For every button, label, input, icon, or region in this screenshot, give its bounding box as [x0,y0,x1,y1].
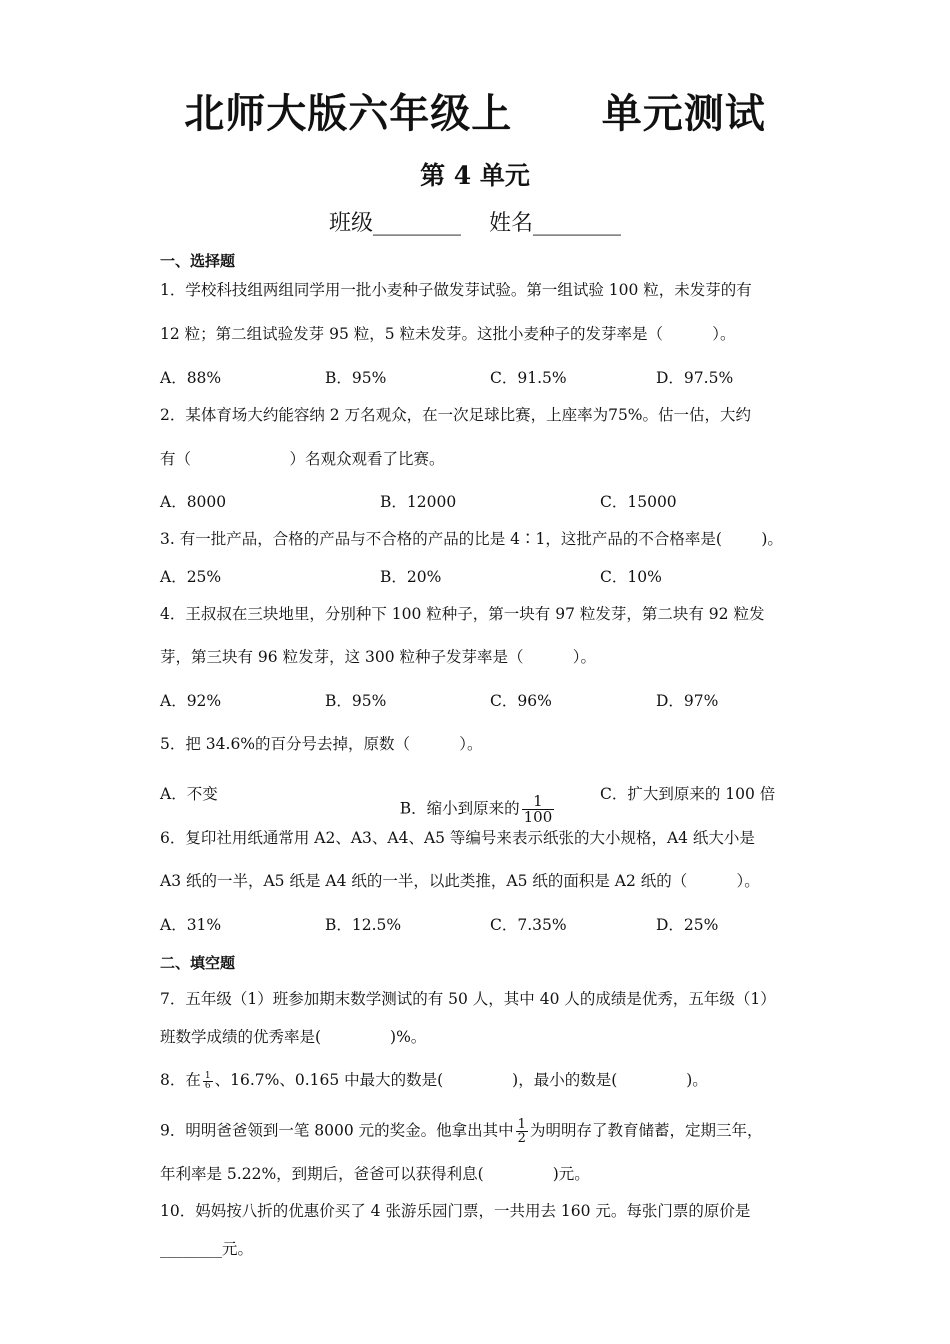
question-6-line-1: 6．复印社用纸通常用 A2、A3、A4、A5 等编号来表示纸张的大小规格，A4 纸大小是 [160,829,755,847]
question-3-option-c: C．10% [600,568,662,586]
question-6-line-2: A3 纸的一半，A5 纸是 A4 纸的一半，以此类推，A5 纸的面积是 A2 纸的（ ）。 [160,872,760,890]
question-4-option-c: C．96% [490,692,552,710]
question-4-line-1: 4．王叔叔在三块地里，分别种下 100 粒种子，第一块有 97 粒发芽，第二块有 92 粒发 [160,605,765,623]
question-4-option-a: A．92% [160,692,222,710]
question-6-option-a: A．31% [160,916,222,934]
question-5-option-b-text: B．缩小到原来的 [399,799,520,818]
fraction-numerator: 1 [204,1070,211,1081]
question-5-option-c: C．扩大到原来的 100 倍 [600,785,776,803]
fraction-numerator: 1 [517,1117,526,1132]
question-4-option-b: B．95% [325,692,387,710]
question-1-option-d: D．97.5% [656,369,734,387]
question-9-line-1 [160,1118,762,1145]
unit-subtitle: 第 4 单元 [420,161,530,190]
class-name-line: 班级________ 姓名________ [329,211,621,236]
section-choice-heading: 一、选择题 [160,252,236,270]
fraction-one-half [516,1118,528,1145]
question-1-line-1: 1．学校科技组两组同学用一批小麦种子做发芽试验。第一组试验 100 粒，未发芽的有 [160,281,752,299]
question-6-option-b: B．12.5% [325,916,402,934]
question-1-option-c: C．91.5% [490,369,567,387]
section-fill-heading: 二、填空题 [160,954,236,972]
question-9-line-2: 年利率是 5.22%，到期后，爸爸可以获得利息( )元。 [160,1165,590,1183]
question-8-line-1 [160,1069,708,1091]
question-2-line-2: 有（ ）名观众观看了比赛。 [160,450,445,468]
question-2-option-b: B．12000 [380,493,457,511]
question-3-option-a: A．25% [160,568,222,586]
fraction-denominator: 6 [204,1080,211,1091]
question-4-line-2: 芽，第三块有 96 粒发芽，这 300 粒种子发芽率是（ ）。 [160,648,597,666]
question-5-line-1: 5．把 34.6%的百分号去掉，原数（ ）。 [160,735,483,753]
question-6-option-d: D．25% [656,916,719,934]
question-8-prefix: 8．在 [160,1071,201,1089]
question-3-line-1: 3. 有一批产品，合格的产品与不合格的产品的比是 4∶1，这批产品的不合格率是( )。 [160,530,783,548]
question-10-line-2: ________元。 [160,1240,254,1258]
question-1-option-b: B．95% [325,369,387,387]
page-title: 北师大版六年级上 单元测试 [184,91,766,137]
question-8-suffix: 、16.7%、0.165 中最大的数是( )，最小的数是( )。 [214,1071,708,1089]
question-7-line-2: 班数学成绩的优秀率是( )%。 [160,1028,427,1046]
question-2-line-1: 2．某体育场大约能容纳 2 万名观众，在一次足球比赛，上座率为75%。估一估，大约 [160,406,752,424]
question-9-suffix: 为明明存了教育储蓄，定期三年， [529,1121,763,1140]
question-7-line-1: 7．五年级（1）班参加期末数学测试的有 50 人，其中 40 人的成绩是优秀，五年级（1） [160,990,776,1008]
question-10-line-1: 10．妈妈按八折的优惠价买了 4 张游乐园门票，一共用去 160 元。每张门票的原价是 [160,1202,751,1220]
question-6-option-c: C．7.35% [490,916,567,934]
fraction-one-sixth [203,1072,213,1091]
question-3-option-b: B．20% [380,568,442,586]
question-1-option-a: A．88% [160,369,222,387]
question-1-line-2: 12 粒；第二组试验发芽 95 粒，5 粒未发芽。这批小麦种子的发芽率是（ ）。 [160,325,736,343]
question-2-option-c: C．15000 [600,493,677,511]
question-4-option-d: D．97% [656,692,719,710]
fraction-one-hundredth [522,794,555,825]
fraction-denominator: 2 [517,1131,526,1146]
question-9-prefix: 9．明明爸爸领到一笔 8000 元的奖金。他拿出其中 [160,1121,514,1140]
question-2-option-a: A．8000 [160,493,227,511]
question-5-option-a: A．不变 [160,785,218,803]
fraction-denominator: 100 [523,808,553,826]
fraction-numerator: 1 [522,794,555,810]
